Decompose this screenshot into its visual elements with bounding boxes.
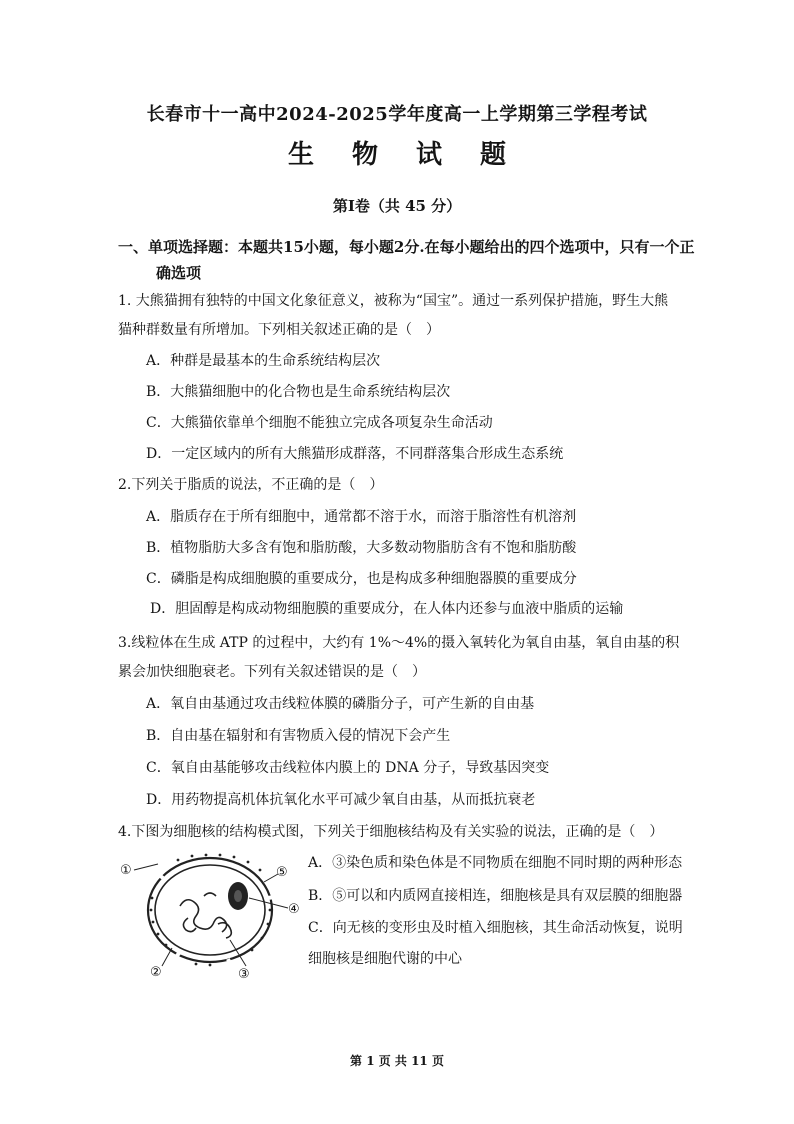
chromatin-strands xyxy=(180,893,231,938)
figure-label-4: ④ xyxy=(288,902,300,917)
nucleus-structure-diagram xyxy=(118,848,304,980)
subject-title: 生物试题 xyxy=(287,140,544,170)
figure-label-5: ⑤ xyxy=(276,865,288,880)
nucleus-diagram-svg xyxy=(118,848,304,980)
question-3-stem-line-1: 3.线粒体在生成 ATP 的过程中，大约有 1%～4%的摄入氧转化为氧自由基，氧自由基的积 xyxy=(118,635,680,651)
question-3-option-b: B．自由基在辐射和有害物质入侵的情况下会产生 xyxy=(146,728,451,744)
question-1-stem-line-2: 猫种群数量有所增加。下列相关叙述正确的是（ ） xyxy=(118,322,440,338)
question-4-option-a: A．③染色质和染色体是不同物质在细胞不同时期的两种形态 xyxy=(308,855,683,871)
figure-label-2: ② xyxy=(150,965,162,980)
question-2-option-a: A．脂质存在于所有细胞中，通常都不溶于水，而溶于脂溶性有机溶剂 xyxy=(146,509,577,525)
figure-label-1: ① xyxy=(120,863,132,878)
question-1-option-a: A．种群是最基本的生命系统结构层次 xyxy=(146,353,381,369)
page-number: 第 1 页 共 11 页 xyxy=(350,1054,444,1068)
question-4-option-c-continued: 细胞核是细胞代谢的中心 xyxy=(308,951,462,967)
section-title-continued: 确选项 xyxy=(156,264,202,282)
question-2-stem: 2.下列关于脂质的说法，不正确的是（ ） xyxy=(118,477,384,493)
question-4-option-c: C．向无核的变形虫及时植入细胞核，其生命活动恢复，说明 xyxy=(308,920,683,936)
question-1-option-d: D．一定区域内的所有大熊猫形成群落，不同群落集合形成生态系统 xyxy=(146,446,564,462)
volume-title: 第Ⅰ卷（共 45 分） xyxy=(332,197,462,215)
question-4-option-b: B．⑤可以和内质网直接相连，细胞核是具有双层膜的细胞器 xyxy=(308,888,683,904)
figure-label-3: ③ xyxy=(238,967,250,980)
question-1-option-b: B．大熊猫细胞中的化合物也是生命系统结构层次 xyxy=(146,384,451,400)
outer-nuclear-membrane xyxy=(148,858,272,962)
school-title: 长春市十一高中2024-2025学年度高一上学期第三学程考试 xyxy=(146,104,648,125)
question-1-option-c: C．大熊猫依靠单个细胞不能独立完成各项复杂生命活动 xyxy=(146,415,493,431)
question-3-option-a: A．氧自由基通过攻击线粒体膜的磷脂分子，可产生新的自由基 xyxy=(146,696,535,712)
question-1-stem-line-1: 1. 大熊猫拥有独特的中国文化象征意义，被称为“国宝”。通过一系列保护措施，野生大熊 xyxy=(118,293,669,309)
question-3-stem-line-2: 累会加快细胞衰老。下列有关叙述错误的是（ ） xyxy=(118,664,426,680)
section-title: 一、单项选择题：本题共15小题，每小题2分.在每小题给出的四个选项中，只有一个正 xyxy=(118,238,695,256)
question-2-option-d: D．胆固醇是构成动物细胞膜的重要成分，在人体内还参与血液中脂质的运输 xyxy=(150,601,624,617)
question-2-option-b: B．植物脂肪大多含有饱和脂肪酸，大多数动物脂肪含有不饱和脂肪酸 xyxy=(146,540,577,556)
question-2-option-c: C．磷脂是构成细胞膜的重要成分，也是构成多种细胞器膜的重要成分 xyxy=(146,571,577,587)
question-4-stem: 4.下图为细胞核的结构模式图，下列关于细胞核结构及有关实验的说法，正确的是（ ） xyxy=(118,824,664,840)
question-3-option-d: D．用药物提高机体抗氧化水平可减少氧自由基，从而抵抗衰老 xyxy=(146,792,536,808)
question-3-option-c: C．氧自由基能够攻击线粒体内膜上的 DNA 分子，导致基因突变 xyxy=(146,760,550,776)
inner-nuclear-membrane xyxy=(155,865,265,955)
